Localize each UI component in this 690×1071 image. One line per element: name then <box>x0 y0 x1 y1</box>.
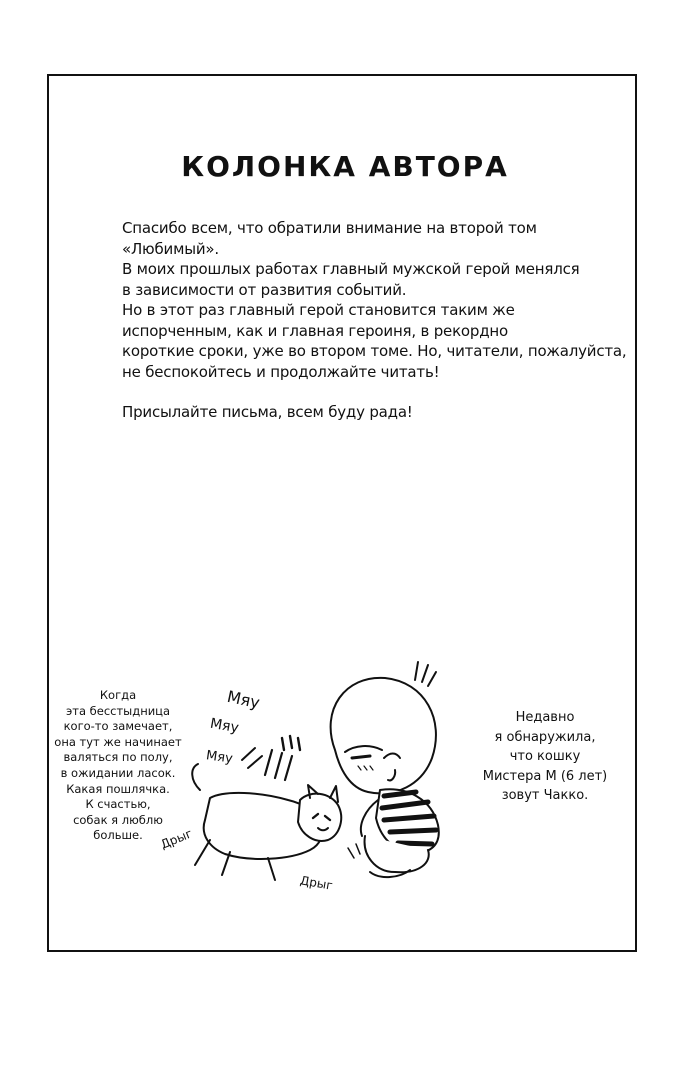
sound-effect-twitch: Дрыг <box>299 873 334 893</box>
child-figure <box>331 662 439 877</box>
sound-effect-twitch: Дрыг <box>158 826 195 852</box>
note-line: Недавно <box>515 710 575 725</box>
note-line: Мистера М (6 лет) <box>482 768 608 784</box>
body-line: Спасибо всем, что обратили внимание на второй том <box>122 219 537 237</box>
body-line: В моих прошлых работах главный мужской герой менялся <box>122 260 580 278</box>
note-line: кого-то замечает, <box>63 719 173 734</box>
closing-line: Присылайте письма, всем буду рада! <box>122 403 413 421</box>
body-line: короткие сроки, уже во втором томе. Но, читатели, пожалуйста, <box>122 342 627 360</box>
note-line: зовут Чакко. <box>501 788 589 803</box>
sound-effect-meow: Мяу <box>208 715 240 737</box>
cat-figure <box>192 764 360 880</box>
motion-lines <box>242 736 300 780</box>
sound-effect-meow: Мяу <box>225 686 262 713</box>
body-line: «Любимый». <box>122 239 219 258</box>
note-line: валяться по полу, <box>63 750 173 765</box>
paragraph-gap <box>122 382 632 402</box>
note-line: в ожидании ласок. <box>60 765 176 780</box>
cat-and-child-illustration <box>170 640 470 900</box>
body-line: испорченным, как и главная героиня, в рекордно <box>122 321 508 340</box>
body-line: в зависимости от развития событий. <box>122 280 407 299</box>
author-column-text <box>122 218 632 423</box>
column-title: КОЛОНКА АВТОРА <box>181 150 509 183</box>
body-line: Но в этот раз главный герой становится таким же <box>122 301 515 319</box>
note-line: что кошку <box>509 749 581 764</box>
cat-note <box>48 688 188 844</box>
body-line: не беспокойтесь и продолжайте читать! <box>122 362 440 381</box>
note-line: Какая пошлячка. <box>66 781 170 796</box>
note-line: больше. <box>93 828 143 843</box>
note-line: собак я люблю <box>73 812 163 827</box>
note-line: она тут же начинает <box>54 734 182 749</box>
note-line: я обнаружила, <box>494 729 596 745</box>
sound-effect-meow: Мяу <box>205 748 234 767</box>
note-line: Когда <box>99 688 137 702</box>
cat-name-note <box>470 708 620 806</box>
note-line: эта бесстыдница <box>65 703 171 718</box>
note-line: К счастью, <box>85 797 151 812</box>
